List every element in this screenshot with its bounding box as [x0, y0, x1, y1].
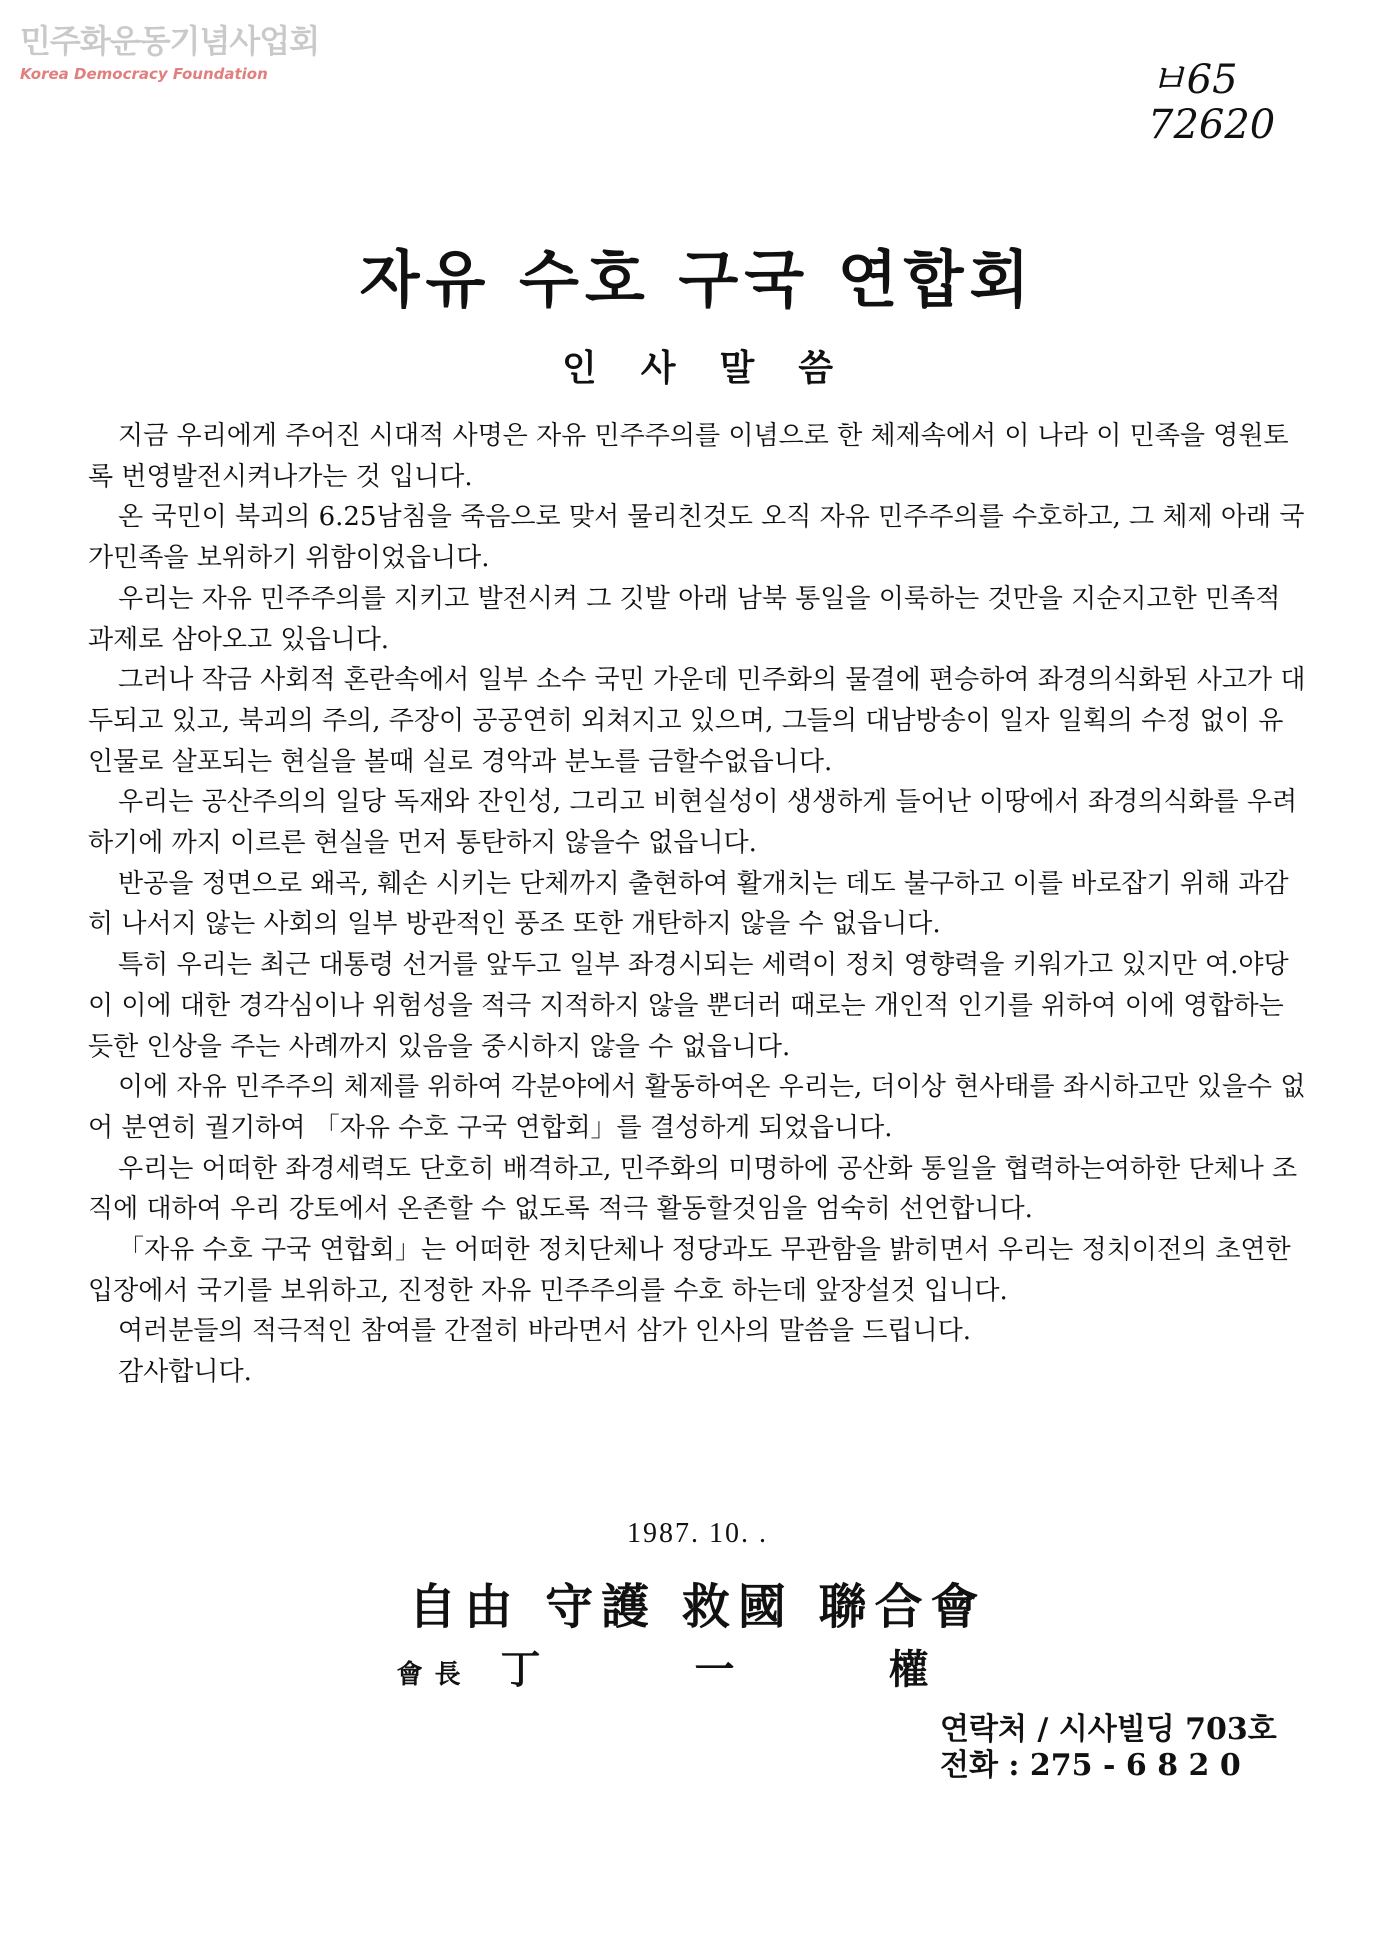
- paragraph-11: 여러분들의 적극적인 참여를 간절히 바라면서 삼가 인사의 말씀을 드립니다.: [118, 1316, 971, 1347]
- paragraph-8: 이에 자유 민주주의 체제를 위하여 각분야에서 활동하여온 우리는, 더이상 현사태를 좌시하고만 있을수 없어 분연히 궐기하여 「자유 수호 구국 연합회」를 결성하게 되었읍니다.: [88, 1072, 1306, 1143]
- paragraph-9: 우리는 어떠한 좌경세력도 단호히 배격하고, 민주화의 미명하에 공산화 통일을 협력하는여하한 단체나 조직에 대하여 우리 강토에서 온존할 수 없도록 적극 활동할것임을 엄숙히 선언합니다.: [88, 1153, 1298, 1225]
- body-text: [88, 416, 1308, 1393]
- contact-phone: 전화 : 275 - 6 8 2 0: [940, 1748, 1241, 1783]
- handwritten-note-2: 72620: [1148, 102, 1276, 148]
- paragraph-1: 지금 우리에게 주어진 시대적 사명은 자유 민주주의를 이념으로 한 체제속에서 이 나라 이 민족을 영원토록 번영발전시켜나가는 것 입니다.: [88, 421, 1289, 492]
- paragraph-6: 반공을 정면으로 왜곡, 훼손 시키는 단체까지 출현하여 활개치는 데도 불구하고 이를 바로잡기 위해 과감히 나서지 않는 사회의 일부 방관적인 풍조 또한 개탄하지 않을 수 없읍니다.: [88, 868, 1289, 940]
- paragraph-5: 우리는 공산주의의 일당 독재와 잔인성, 그리고 비현실성이 생생하게 들어난 이땅에서 좌경의식화를 우려하기에 까지 이르른 현실을 먼저 통탄하지 않을수 없읍니다.: [88, 787, 1298, 859]
- paragraph-7: 특히 우리는 최근 대통령 선거를 앞두고 일부 좌경시되는 세력이 정치 영향력을 키워가고 있지만 여.야당이 이에 대한 경각심이나 위험성을 적극 지적하지 않을 뿐더러 때로는 개인적 인기를 위하여 이에 영합하는 듯한 인상을 주는 사례까지 있음을 중시하지 않을 수 없읍니다.: [88, 950, 1289, 1062]
- contact-address: 연락처 / 시사빌딩 703호: [940, 1712, 1277, 1747]
- document-date: 1987. 10. .: [627, 1518, 768, 1549]
- paragraph-12: 감사합니다.: [118, 1357, 252, 1388]
- paragraph-2: 온 국민이 북괴의 6.25남침을 죽음으로 맞서 물리친것도 오직 자유 민주주의를 수호하고, 그 체제 아래 국가민족을 보위하기 위함이었읍니다.: [88, 502, 1305, 574]
- paragraph-4: 그러나 작금 사회적 혼란속에서 일부 소수 국민 가운데 민주화의 물결에 편승하여 좌경의식화된 사고가 대두되고 있고, 북괴의 주의, 주장이 공공연히 외쳐지고 있으며, 그들의 대남방송이 일자 일획의 수정 없이 유인물로 살포되는 현실을 볼때 실로 경악과 분노를 금할수없읍니다.: [88, 665, 1306, 777]
- paragraph-3: 우리는 자유 민주주의를 지키고 발전시켜 그 깃발 아래 남북 통일을 이룩하는 것만을 지순지고한 민족적 과제로 삼아오고 있읍니다.: [88, 583, 1281, 655]
- document-subtitle: 인사말씀: [561, 347, 878, 389]
- watermark-korean: 민주화운동기념사업회: [20, 22, 320, 60]
- watermark-english: Korea Democracy Foundation: [20, 65, 268, 83]
- document-title: 자유 수호 구국 연합회: [359, 243, 1036, 316]
- chairman-signature: [0, 1638, 1395, 1695]
- chairman-title: 會長: [396, 1660, 473, 1690]
- watermark: [20, 22, 319, 84]
- handwritten-note-1: ㅂ65: [1148, 57, 1238, 103]
- organization-name: 自由 守護 救國 聯合會: [408, 1579, 987, 1635]
- contact-info: [940, 1712, 1277, 1784]
- paragraph-10: 「자유 수호 구국 연합회」는 어떠한 정치단체나 정당과도 무관함을 밝히면서 우리는 정치이전의 초연한 입장에서 국기를 보위하고, 진정한 자유 민주주의를 수호 하는데 앞장설것 입니다.: [88, 1235, 1291, 1306]
- chairman-name: 丁 一 權: [500, 1646, 999, 1693]
